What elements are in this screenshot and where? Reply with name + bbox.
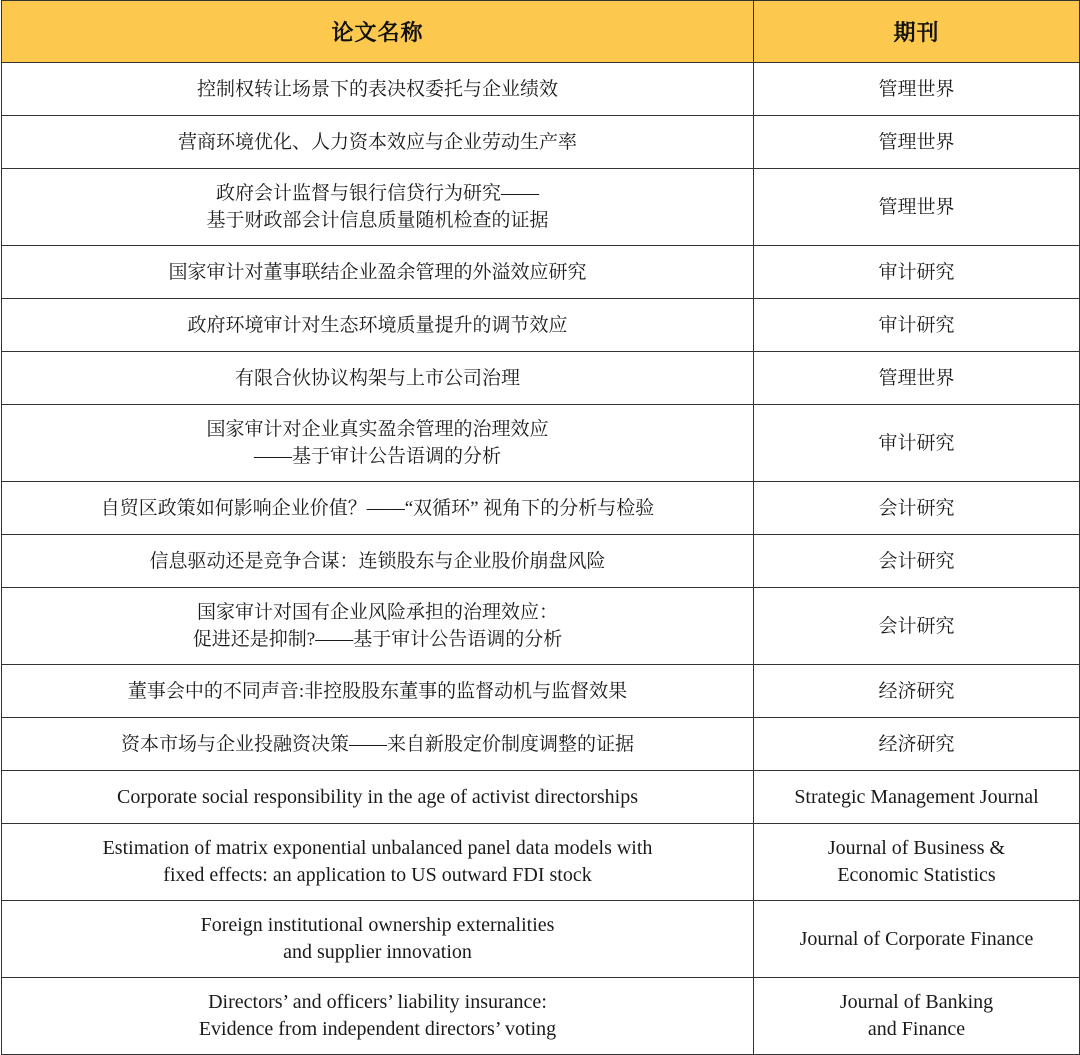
table-row: [2, 405, 1080, 482]
paper-title-line: and supplier innovation: [283, 941, 472, 963]
table-row: [2, 718, 1080, 771]
journal-name-line: 管理世界: [878, 196, 955, 218]
journal-name-line: 经济研究: [878, 733, 955, 755]
header-journal: 期刊: [754, 1, 1080, 63]
journal-cell: [754, 116, 1080, 169]
table-row: [2, 588, 1080, 665]
table-body: [2, 63, 1080, 1055]
journal-cell: [754, 771, 1080, 824]
paper-title-line: 信息驱动还是竞争合谋：连锁股东与企业股价崩盘风险: [149, 550, 606, 572]
journal-name-line: Journal of Business &: [827, 837, 1006, 859]
paper-title-line: Foreign institutional ownership externalities: [200, 914, 555, 936]
paper-title-cell: [2, 978, 754, 1055]
journal-cell: [754, 63, 1080, 116]
journal-cell: [754, 246, 1080, 299]
paper-title-cell: [2, 588, 754, 665]
paper-title-line: Evidence from independent directors’ voting: [198, 1018, 557, 1040]
paper-title-line: Estimation of matrix exponential unbalanced panel data models with: [102, 837, 653, 859]
table-header: [2, 1, 1080, 63]
table-row: [2, 535, 1080, 588]
journal-name-line: 会计研究: [878, 497, 955, 519]
journal-cell: [754, 299, 1080, 352]
journal-cell: [754, 169, 1080, 246]
journal-cell: [754, 978, 1080, 1055]
journal-name-line: 审计研究: [878, 432, 955, 454]
journal-name-line: 管理世界: [878, 367, 955, 389]
paper-title-cell: [2, 116, 754, 169]
paper-title-cell: [2, 246, 754, 299]
journal-name-line: 经济研究: [878, 680, 955, 702]
paper-title-line: 资本市场与企业投融资决策——来自新股定价制度调整的证据: [120, 733, 634, 755]
journal-cell: [754, 665, 1080, 718]
paper-title-line: 国家审计对企业真实盈余管理的治理效应: [206, 419, 549, 440]
journal-name-line: Economic Statistics: [837, 864, 996, 886]
journal-name-line: and Finance: [867, 1018, 966, 1040]
paper-title-cell: [2, 405, 754, 482]
table-row: [2, 665, 1080, 718]
table-row: [2, 771, 1080, 824]
journal-name-line: Strategic Management Journal: [794, 785, 1039, 808]
paper-title-cell: [2, 535, 754, 588]
journal-cell: [754, 352, 1080, 405]
paper-title-line: 有限合伙协议构架与上市公司治理: [234, 367, 520, 389]
paper-title-line: Corporate social responsibility in the age of activist directorships: [117, 785, 638, 808]
paper-title-cell: [2, 665, 754, 718]
journal-cell: [754, 824, 1080, 901]
paper-title-line: 控制权转让场景下的表决权委托与企业绩效: [196, 78, 558, 100]
table-row: [2, 63, 1080, 116]
paper-title-cell: [2, 352, 754, 405]
paper-title-line: 基于财政部会计信息质量随机检查的证据: [206, 210, 549, 231]
header-title: 论文名称: [2, 1, 754, 63]
paper-title-line: ——基于审计公告语调的分析: [253, 446, 501, 467]
paper-title-cell: [2, 482, 754, 535]
journal-name-line: 会计研究: [878, 615, 955, 637]
table-row: [2, 116, 1080, 169]
paper-title-line: fixed effects: an application to US outward FDI stock: [163, 864, 592, 886]
journal-cell: [754, 901, 1080, 978]
paper-title-line: 促进还是抑制?——基于审计公告语调的分析: [192, 629, 563, 650]
papers-table: [1, 0, 1080, 1055]
paper-title-cell: [2, 771, 754, 824]
paper-title-line: 政府会计监督与银行信贷行为研究——: [215, 183, 539, 204]
paper-title-cell: [2, 169, 754, 246]
journal-name-line: 审计研究: [878, 314, 955, 336]
journal-name-line: 管理世界: [878, 131, 955, 153]
journal-name-line: 审计研究: [878, 261, 955, 283]
paper-title-line: 政府环境审计对生态环境质量提升的调节效应: [187, 314, 568, 336]
journal-cell: [754, 535, 1080, 588]
paper-title-line: 董事会中的不同声音:非控股股东董事的监督动机与监督效果: [127, 680, 628, 702]
journal-name-line: Journal of Banking: [839, 991, 994, 1013]
journal-cell: [754, 482, 1080, 535]
paper-title-line: 国家审计对国有企业风险承担的治理效应：: [196, 602, 558, 623]
journal-cell: [754, 405, 1080, 482]
paper-title-cell: [2, 718, 754, 771]
paper-title-line: 国家审计对董事联结企业盈余管理的外溢效应研究: [168, 261, 587, 283]
journal-name-line: Journal of Corporate Finance: [799, 927, 1034, 950]
table-row: [2, 299, 1080, 352]
paper-title-cell: [2, 299, 754, 352]
paper-title-cell: [2, 63, 754, 116]
journal-cell: [754, 588, 1080, 665]
journal-cell: [754, 718, 1080, 771]
table-row: [2, 482, 1080, 535]
table-row: [2, 352, 1080, 405]
paper-title-cell: [2, 901, 754, 978]
paper-title-line: Directors’ and officers’ liability insurance:: [208, 991, 547, 1013]
table-row: [2, 246, 1080, 299]
table-row: [2, 824, 1080, 901]
table-row: [2, 901, 1080, 978]
table-row: [2, 978, 1080, 1055]
journal-name-line: 会计研究: [878, 550, 955, 572]
journal-name-line: 管理世界: [878, 78, 955, 100]
paper-title-cell: [2, 824, 754, 901]
paper-title-line: 营商环境优化、人力资本效应与企业劳动生产率: [177, 131, 577, 153]
paper-title-line: 自贸区政策如何影响企业价值？——“双循环” 视角下的分析与检验: [100, 497, 655, 519]
table-row: [2, 169, 1080, 246]
header-row: [2, 1, 1080, 63]
